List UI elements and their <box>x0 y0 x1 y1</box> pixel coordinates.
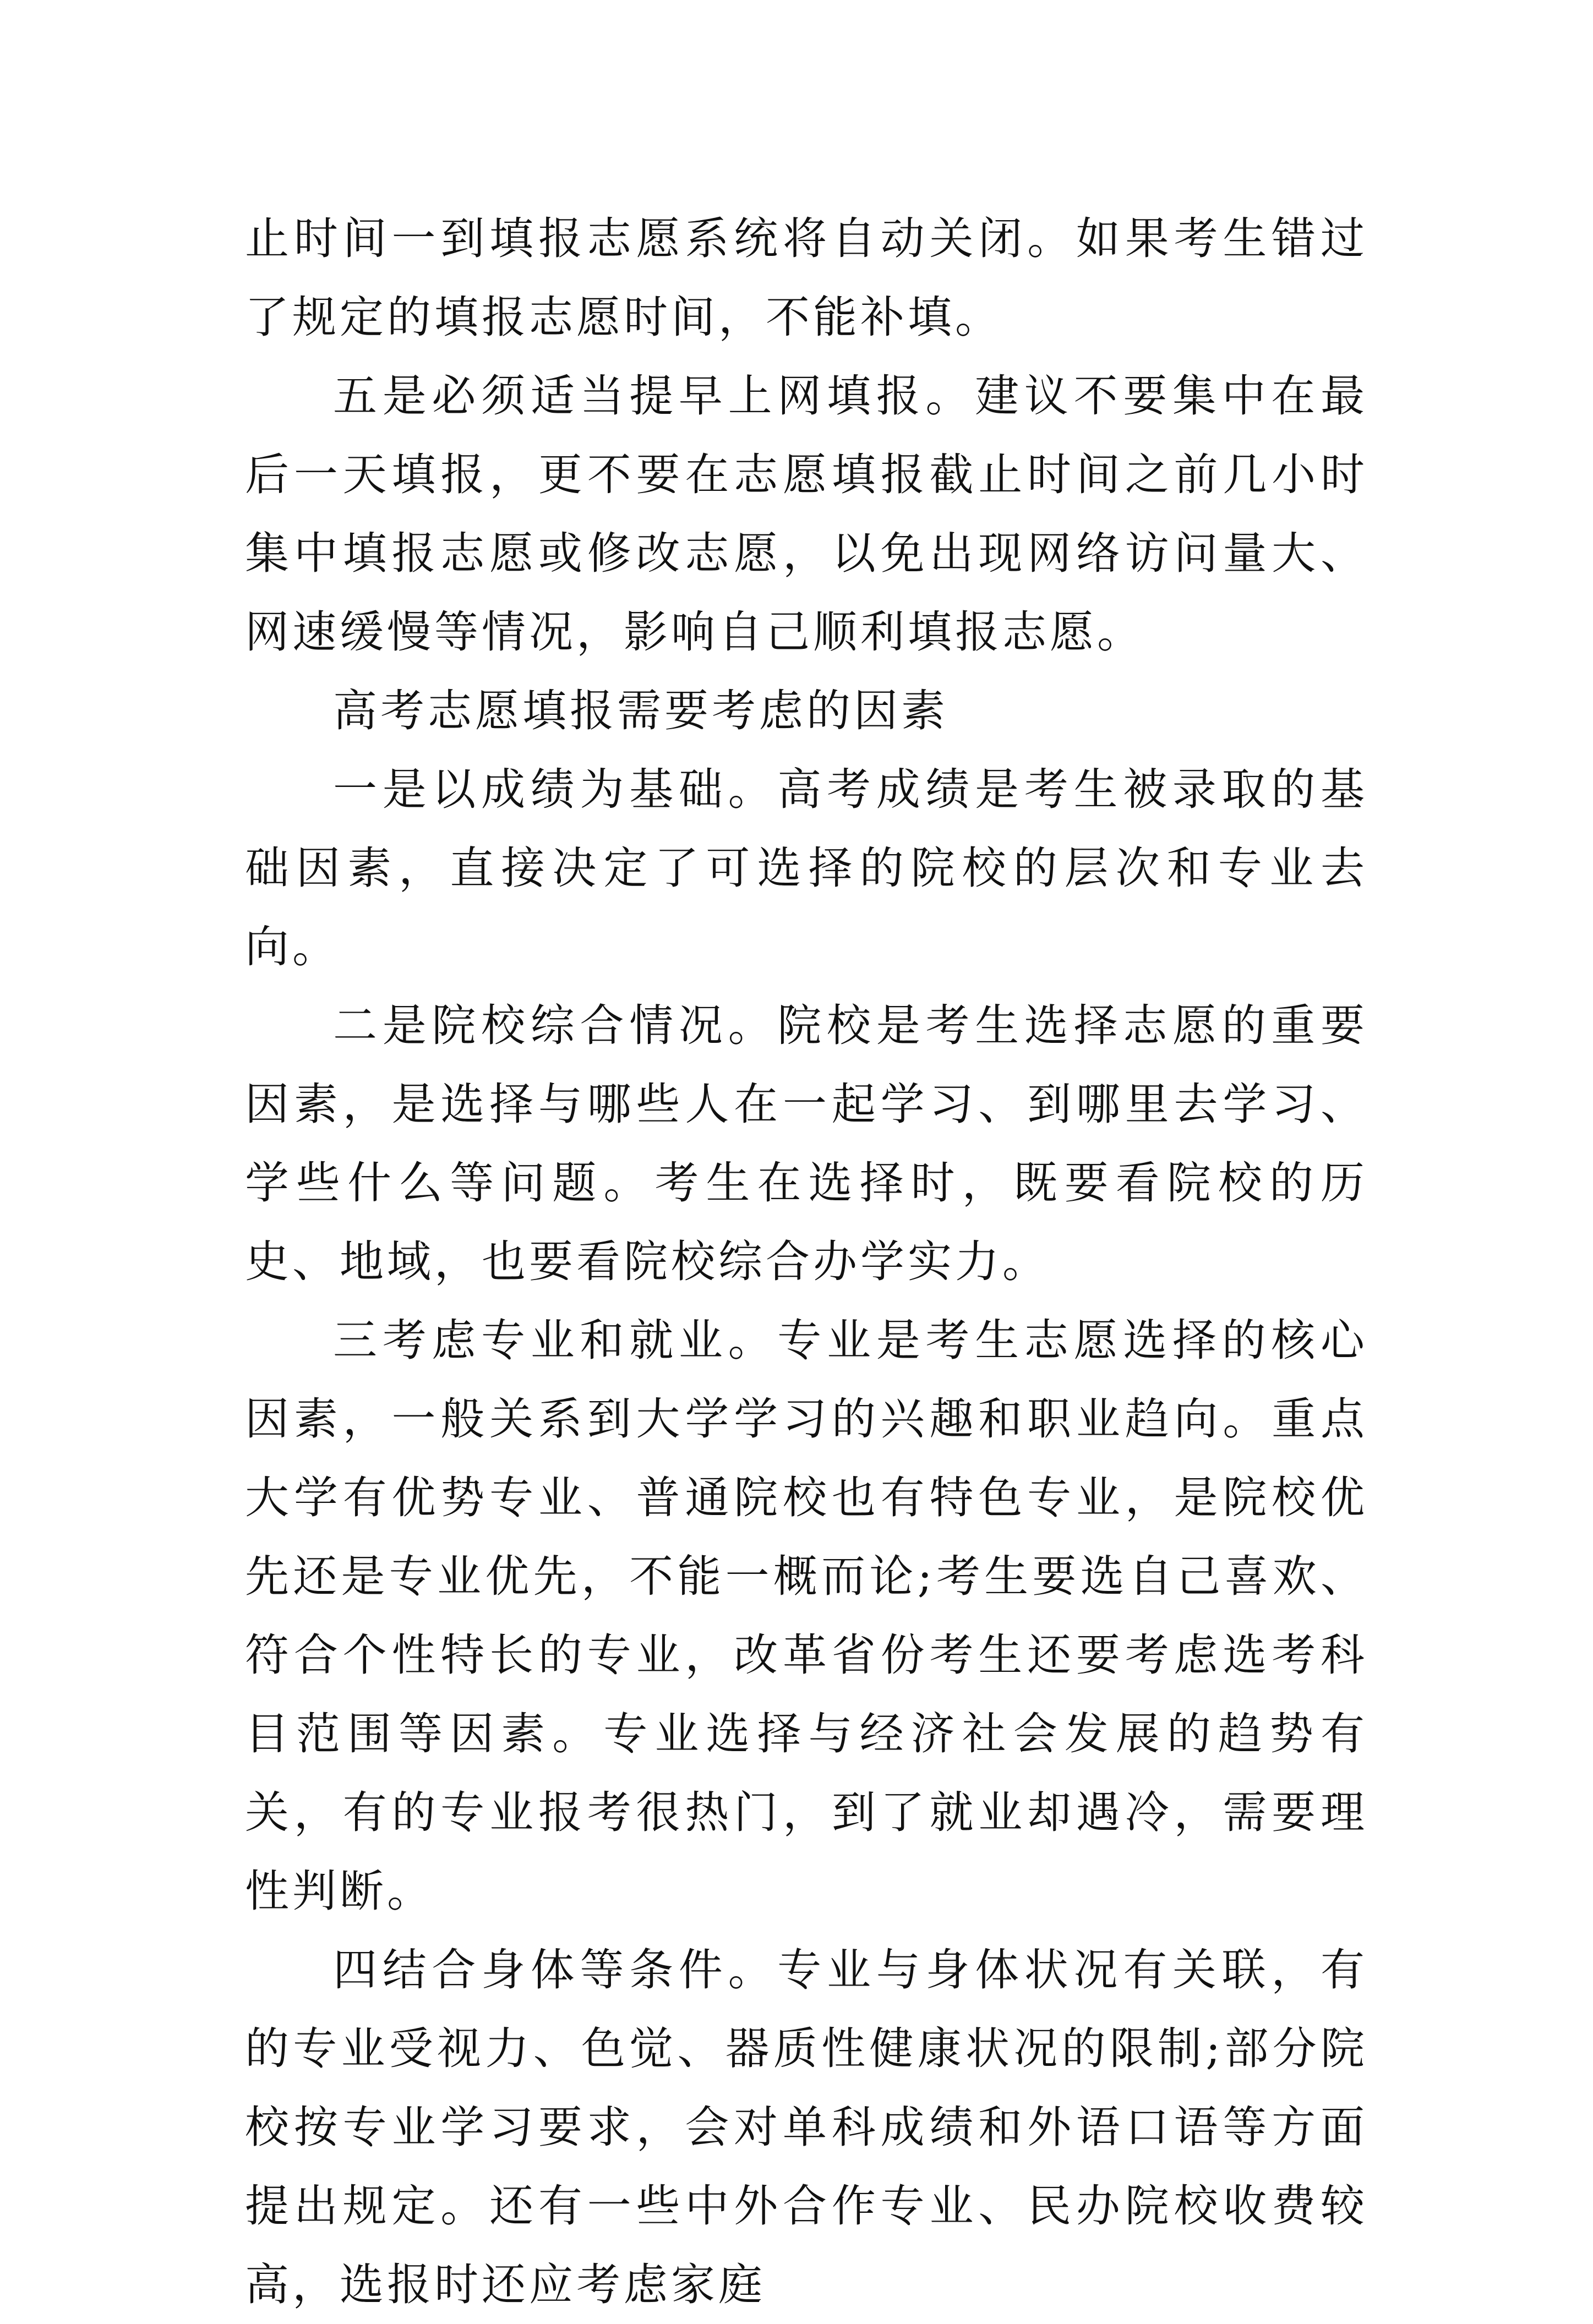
paragraph-1: 止时间一到填报志愿系统将自动关闭。如果考生错过了规定的填报志愿时间，不能补填。 <box>245 213 1368 343</box>
section-heading: 高考志愿填报需要考虑的因素 <box>333 685 948 736</box>
paragraph-3: 一是以成绩为基础。高考成绩是考生被录取的基础因素，直接决定了可选择的院校的层次和专业去向。 <box>245 764 1368 972</box>
paragraph-4: 二是院校综合情况。院校是考生选择志愿的重要因素，是选择与哪些人在一起学习、到哪里去学习、学些什么等问题。考生在选择时，既要看院校的历史、地域，也要看院校综合办学实力。 <box>245 1000 1368 1287</box>
paragraph-2: 五是必须适当提早上网填报。建议不要集中在最后一天填报，更不要在志愿填报截止时间之前几小时集中填报志愿或修改志愿，以免出现网络访问量大、网速缓慢等情况，影响自己顺利填报志愿。 <box>245 370 1368 658</box>
paragraph-5: 三考虑专业和就业。专业是考生志愿选择的核心因素，一般关系到大学学习的兴趣和职业趋向。重点大学有优势专业、普通院校也有特色专业，是院校优先还是专业优先，不能一概而论;考生要选自己喜欢、符合个性特长的专业，改革省份考生还要考虑选考科目范围等因素。专业选择与经济社会发展的趋势有关，有的专业报考很热门，到了就业却遇冷，需要理性判断。 <box>245 1315 1368 1917</box>
paragraph-6: 四结合身体等条件。专业与身体状况有关联，有的专业受视力、色觉、器质性健康状况的限制;部分院校按专业学习要求，会对单科成绩和外语口语等方面提出规定。还有一些中外合作专业、民办院校收费较高，选报时还应考虑家庭 <box>245 1944 1368 2310</box>
document-body <box>245 199 1368 2324</box>
